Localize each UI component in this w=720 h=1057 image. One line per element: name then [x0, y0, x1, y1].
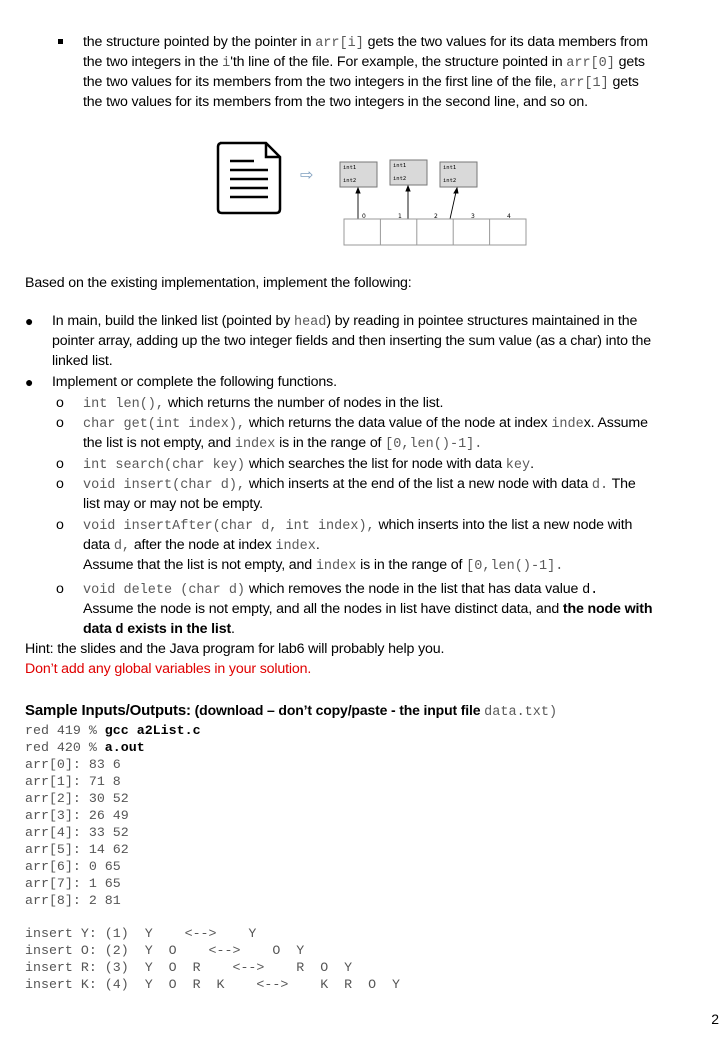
- intro-line-4: the two values for its members from the two integers in the second line, and so on.: [83, 94, 588, 110]
- main-bullet-line-1: In main, build the linked list (pointed by head) by reading in pointee structures maintained in the: [52, 313, 638, 330]
- array-index: 3: [471, 213, 475, 220]
- delete-item-line-3: data d exists in the list.: [83, 621, 235, 638]
- sub-bullet-icon: o: [56, 456, 64, 472]
- insert-after-line-3: Assume that the list is not empty, and index is in the range of [0,len()-1].: [83, 557, 564, 574]
- square-bullet-icon: [58, 39, 63, 44]
- right-arrow-icon: ⇨: [300, 165, 314, 184]
- arr-output-line: arr[3]: 26 49: [25, 808, 129, 823]
- arr-output-line: arr[4]: 33 52: [25, 825, 129, 840]
- insert-item-line-2: list may or may not be empty.: [83, 496, 263, 512]
- sub-bullet-icon: o: [56, 395, 64, 411]
- sub-bullet-icon: o: [56, 476, 64, 492]
- delete-item: void delete (char d) which removes the node in the list that has data value d.: [83, 581, 599, 598]
- sub-bullet-icon: o: [56, 517, 64, 533]
- intro-line-2: the two integers in the i'th line of the file. For example, the structure pointed in arr[0] gets: [83, 54, 645, 71]
- page-number: 2: [711, 1011, 719, 1027]
- insert-after-item: void insertAfter(char d, int index), which inserts into the list a new node with: [83, 517, 633, 534]
- intro-line-1: the structure pointed by the pointer in arr[i] gets the two values for its data members from: [83, 34, 648, 51]
- arr-output-line: arr[7]: 1 65: [25, 876, 121, 891]
- arr-output-line: arr[8]: 2 81: [25, 893, 121, 908]
- struct-box: [440, 162, 477, 187]
- get-item: char get(int index), which returns the data value of the node at index index. Assume: [83, 415, 648, 432]
- insert-output-line: insert R: (3) Y O R <--> R O Y: [25, 960, 353, 975]
- bullet-dot-icon: ●: [25, 374, 34, 390]
- sub-bullet-icon: o: [56, 415, 64, 431]
- arr-output-line: arr[2]: 30 52: [25, 791, 129, 806]
- arr-output-line: arr[5]: 14 62: [25, 842, 129, 857]
- struct-box: [390, 160, 427, 185]
- insert-after-line-2: data d, after the node at index index.: [83, 537, 320, 554]
- svg-text:int2: int2: [443, 178, 457, 184]
- len-item: int len(), which returns the number of nodes in the list.: [83, 395, 444, 412]
- main-bullet-line-3: linked list.: [52, 353, 113, 369]
- arr-output-line: arr[0]: 83 6: [25, 757, 121, 772]
- get-item-line-2: the list is not empty, and index is in the range of [0,len()-1].: [83, 435, 483, 452]
- implementation-heading: Based on the existing implementation, implement the following:: [25, 275, 412, 291]
- terminal-command-2: red 420 % a.out: [25, 740, 145, 755]
- file-icon: [218, 143, 280, 213]
- pointer-array-diagram: [210, 135, 540, 253]
- array-index: 1: [398, 213, 402, 220]
- struct-box: [340, 162, 377, 187]
- arr-output-line: arr[6]: 0 65: [25, 859, 121, 874]
- insert-item: void insert(char d), which inserts at the end of the list a new node with data d. The: [83, 476, 636, 493]
- terminal-command-1: red 419 % gcc a2List.c: [25, 723, 201, 738]
- main-bullet-line-2: pointer array, adding up the two integer fields and then inserting the sum value (as a char) into the: [52, 333, 651, 349]
- insert-output-line: insert O: (2) Y O <--> O Y: [25, 943, 305, 958]
- arr-output-line: arr[1]: 71 8: [25, 774, 121, 789]
- array-index: 4: [507, 213, 511, 220]
- svg-text:int2: int2: [393, 176, 407, 182]
- search-item: int search(char key) which searches the list for node with data key.: [83, 456, 534, 473]
- sample-heading: Sample Inputs/Outputs: (download – don’t copy/paste - the input file data.txt): [25, 702, 558, 720]
- hint-text: Hint: the slides and the Java program for lab6 will probably help you.: [25, 641, 445, 657]
- svg-text:int2: int2: [343, 178, 357, 184]
- sub-bullet-icon: o: [56, 581, 64, 597]
- insert-output-line: insert Y: (1) Y <--> Y: [25, 926, 257, 941]
- pointer-array: [344, 213, 526, 245]
- functions-bullet: Implement or complete the following functions.: [52, 374, 337, 390]
- insert-output-line: insert K: (4) Y O R K <--> K R O Y: [25, 977, 401, 992]
- array-index: 0: [362, 213, 366, 220]
- intro-line-3: the two values for its members from the two integers in the first line of the file, arr[1] gets: [83, 74, 639, 91]
- array-index: 2: [434, 213, 438, 220]
- svg-text:int1: int1: [393, 163, 407, 169]
- delete-item-line-2: Assume the node is not empty, and all the nodes in list have distinct data, and the node with: [83, 601, 653, 617]
- svg-text:int1: int1: [443, 165, 457, 171]
- warning-text: Don’t add any global variables in your solution.: [25, 661, 312, 677]
- svg-text:int1: int1: [343, 165, 357, 171]
- bullet-dot-icon: ●: [25, 313, 34, 329]
